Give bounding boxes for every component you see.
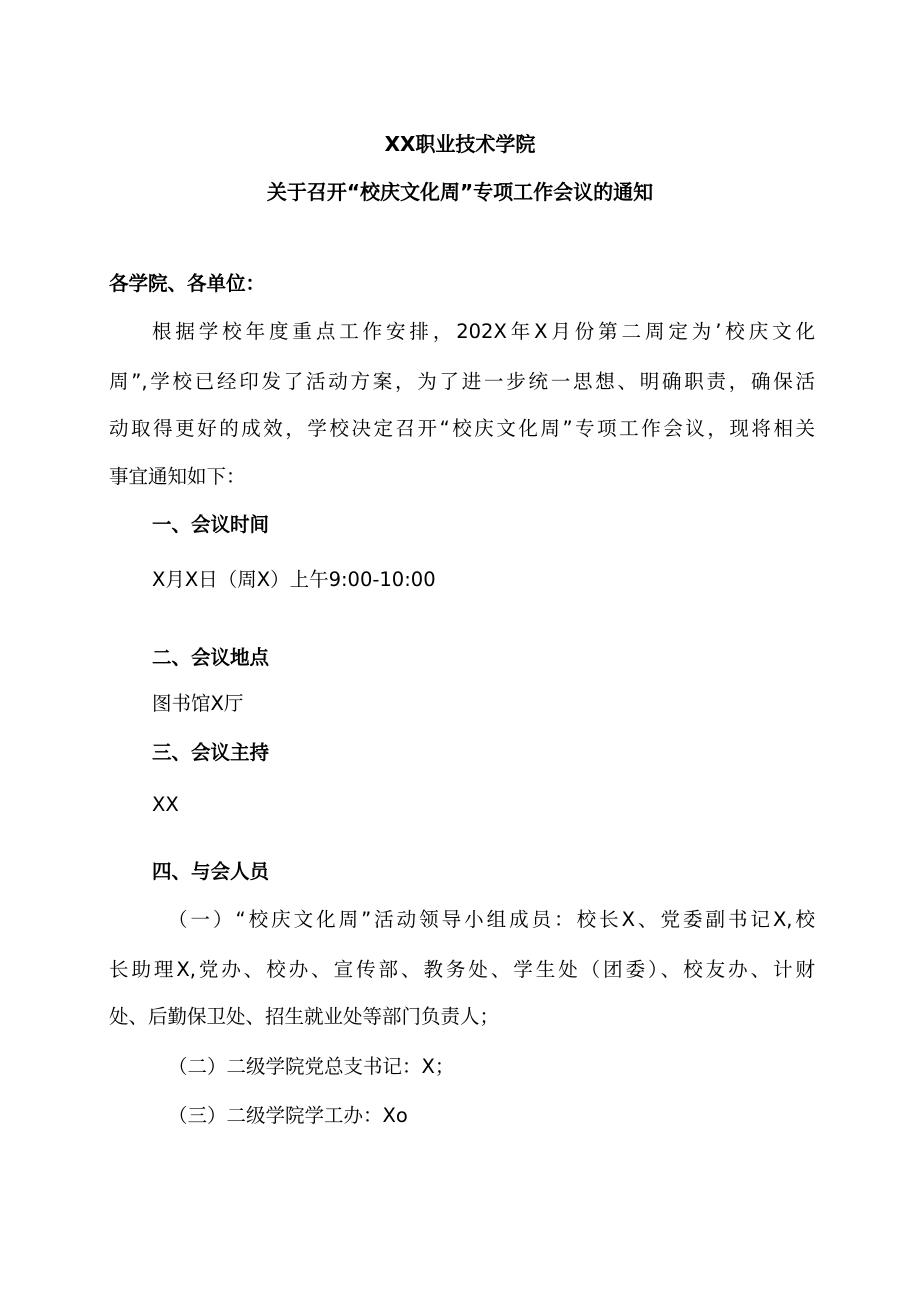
- intro-line-4: 事宜通知如下：: [109, 465, 246, 488]
- meeting-time: X月X日（周X）上午9:00-10:00: [152, 568, 436, 591]
- intro-line-2: 周”,学校已经印发了活动方案，为了进一步统一思想、明确职责，确保活: [109, 370, 815, 393]
- attendees-item-2: （二）二级学院党总支书记：X；: [168, 1055, 455, 1078]
- meeting-host: XX: [152, 793, 179, 816]
- section-time-heading: 一、会议时间: [152, 513, 270, 536]
- document-title: 关于召开“校庆文化周”专项工作会议的通知: [266, 180, 654, 204]
- section-location-heading: 二、会议地点: [152, 646, 270, 669]
- attendees-item-1-line-2: 长助理X,党办、校办、宣传部、教务处、学生处（团委）、校友办、计财: [109, 958, 815, 981]
- attendees-item-3: （三）二级学院学工办：Xo: [168, 1104, 408, 1127]
- meeting-location: 图书馆X厅: [152, 692, 244, 715]
- attendees-item-1-line-1: （一）“校庆文化周”活动领导小组成员：校长X、党委副书记X,校: [168, 908, 815, 931]
- intro-line-3: 动取得更好的成效，学校决定召开“校庆文化周”专项工作会议，现将相关: [109, 417, 815, 440]
- section-host-heading: 三、会议主持: [152, 741, 270, 764]
- salutation: 各学院、各单位：: [109, 272, 266, 295]
- intro-line-1: 根据学校年度重点工作安排，202X年X月份第二周定为’校庆文化: [152, 320, 815, 343]
- institution-name: XX职业技术学院: [384, 132, 536, 156]
- section-attendees-heading: 四、与会人员: [152, 860, 270, 883]
- attendees-item-1-line-3: 处、后勤保卫处、招生就业处等部门负责人；: [109, 1005, 500, 1028]
